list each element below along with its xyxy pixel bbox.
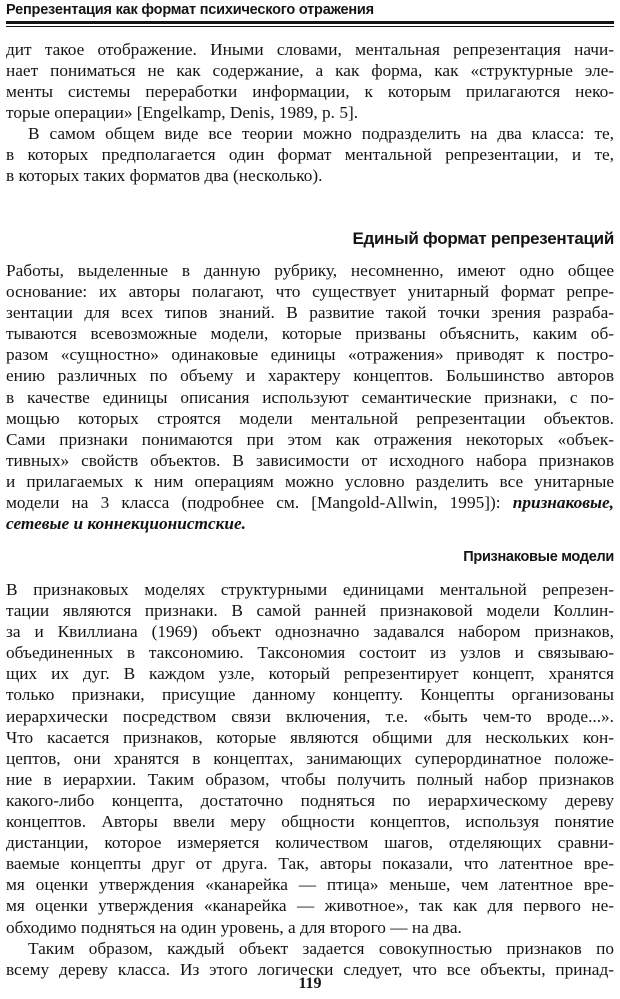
- text-line: щих их дуг. В каждом узле, который репрезентирует концепт, хранятся: [6, 664, 614, 684]
- header-rule-thick: [6, 21, 614, 24]
- text-line: Работы, выделенные в данную рубрику, несомненно, имеют одно общее: [6, 261, 614, 280]
- section-heading-feature-models: Признаковые модели: [463, 549, 614, 565]
- text-line: Что касается признаков, которые являются общими для нескольких кон-: [6, 727, 614, 747]
- text-line: ние в иерархии. Таким образом, чтобы получить полный набор признаков: [6, 769, 614, 789]
- text-line: за и Квиллиана (1969) объект однозначно задавался набором признаков,: [6, 622, 614, 642]
- text-line: менты системы переработки информации, к которым прилагаются неко-: [6, 82, 614, 102]
- text-line: Сами признаки понимаются при этом как отражения некоторых «объек-: [6, 429, 614, 449]
- italic-term: сетевые и коннекционистские.: [6, 514, 246, 534]
- text-line: [6, 513, 614, 534]
- text-fragment: модели на 3 класса (подробнее см. [Mangold-Allwin, 1995]):: [6, 493, 501, 513]
- classification-paragraph: [6, 123, 614, 186]
- text-line: и прилагаемых к ним операциям можно условно разделить все унитарные: [6, 471, 614, 491]
- text-line: разом «сущностно» одинаковые единицы «отражения» приводят к постро-: [6, 345, 614, 365]
- feature-models-paragraph: [6, 579, 614, 938]
- text-line: [6, 492, 614, 513]
- text-line: В самом общем виде все теории можно подразделить на два класса: те,: [28, 124, 614, 143]
- text-line: в качестве единицы описания используют семантические признаки, с по-: [6, 387, 614, 407]
- text-line: торые операции» [Engelkamp, Denis, 1989, p. 5].: [6, 103, 359, 123]
- text-line: какого-либо концепта, достаточно подняться по иерархическому дереву: [6, 790, 614, 810]
- text-line: в которых предполагается один формат ментальной репрезентации, и те,: [6, 145, 614, 165]
- closing-paragraph: [6, 938, 614, 980]
- text-line: ваемые концепты друг от друга. Так, авторы показали, что латентное вре-: [6, 854, 614, 874]
- header-rule-thin: [6, 26, 614, 27]
- text-line: концептов. Авторы ввели меру общности концептов, используя понятие: [6, 812, 614, 832]
- text-line: мя оценки утверждения «канарейка — птица» меньше, чем латентное вре-: [6, 875, 614, 895]
- unified-format-paragraph: [6, 260, 614, 534]
- text-line: мощью которых строятся модели ментальной репрезентации объектов.: [6, 408, 614, 428]
- text-line: основание: их авторы полагают, что существует унитарный формат репре-: [6, 282, 614, 302]
- text-line: тивных» свойств объектов. В зависимости от исходного набора признаков: [6, 450, 614, 470]
- text-line: цептов, они хранятся в концептах, занимающих суперординатное положе-: [6, 748, 614, 768]
- text-line: дит такое отображение. Иными словами, ментальная репрезентация начи-: [6, 40, 614, 59]
- text-line: зентации для всех типов знаний. В развитие такой точки зрения разраба-: [6, 303, 614, 323]
- text-line: обходимо подняться на один уровень, а для второго — на два.: [6, 917, 462, 937]
- text-line: тываются всевозможные модели, которые призваны объяснить, каким об-: [6, 324, 614, 344]
- intro-paragraph: [6, 39, 614, 123]
- text-line: ению различных по объему и характеру концептов. Большинство авторов: [6, 366, 614, 386]
- italic-term: признаковые,: [512, 493, 614, 513]
- text-line: В признаковых моделях структурными единицами ментальной репрезен-: [6, 580, 614, 599]
- running-head: Репрезентация как формат психического отражения: [6, 2, 374, 18]
- text-line: дистанции, которое измеряется количеством шагов, отделяющих сравни-: [6, 833, 614, 853]
- text-line: иерархически посредством связи включения, т.е. «быть чем-то вроде...».: [6, 706, 614, 726]
- text-line: всему дереву класса. Из этого логически следует, что все объекты, принад-: [6, 960, 614, 980]
- section-heading-unified-format: Единый формат репрезентаций: [352, 229, 614, 248]
- page-number: 119: [298, 975, 322, 992]
- text-line: объединенных в таксономию. Таксономия состоит из узлов и связываю-: [6, 643, 614, 663]
- text-line: только признаки, присущие данному концепту. Концепты организованы: [6, 685, 614, 705]
- text-line: мя оценки утверждения «канарейка — животное», так как для первого не-: [6, 896, 614, 916]
- text-line: тации являются признаки. В самой ранней признаковой модели Коллин-: [6, 601, 614, 621]
- text-line: нает пониматься не как содержание, а как форма, как «структурные эле-: [6, 61, 614, 81]
- text-line: Таким образом, каждый объект задается совокупностью признаков по: [28, 939, 614, 958]
- text-line: в которых таких форматов два (несколько).: [6, 166, 323, 186]
